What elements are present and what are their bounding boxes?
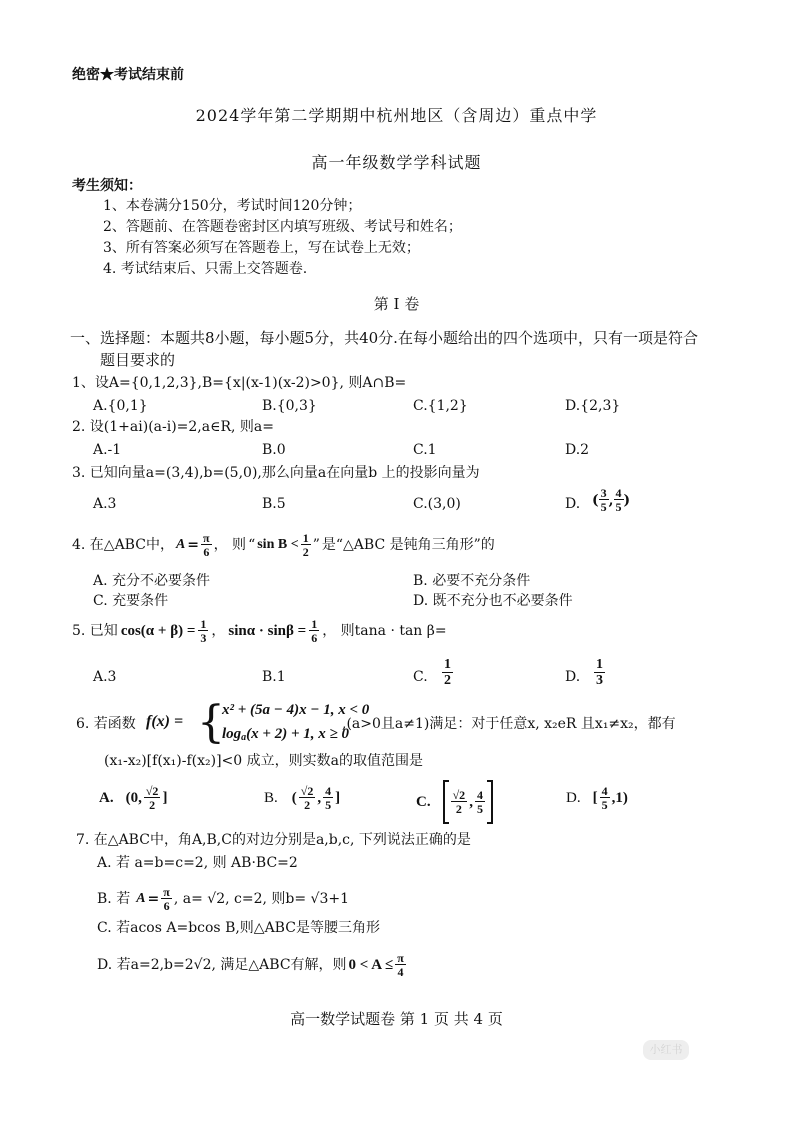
q5-tail: ， 则tana · tan β= [322, 623, 447, 639]
exam-subtitle: 高一年级数学学科试题 [311, 153, 482, 172]
q4-option-b: B. 必要不充分条件 [413, 573, 531, 589]
question-1-stem: 1、设A={0,1,2,3},B={x|(x-1)(x-2)>0}, 则A∩B= [72, 375, 407, 391]
option-label: C. [416, 793, 431, 810]
numerator: 4 [601, 784, 608, 798]
numerator: 4 [325, 784, 332, 798]
q6-condition: ,(a>0且a≠1)满足：对于任意x, x₂eR 且x₁≠x₂，都有 [342, 716, 676, 732]
q3-option-c: C.(3,0) [413, 496, 461, 512]
math-expr: ,1) [611, 789, 628, 806]
bracket: ] [335, 789, 341, 806]
numerator: 1 [311, 617, 318, 631]
denominator: 5 [615, 500, 622, 514]
quote: “ [248, 537, 256, 553]
q4-option-c: C. 充要条件 [93, 593, 169, 609]
denominator: 5 [476, 802, 483, 816]
option-label: D. [566, 789, 581, 806]
comma: , [469, 793, 473, 810]
math-expr: cos(α + β) = [120, 622, 196, 639]
numerator: 1 [596, 657, 603, 672]
numerator: √2 [452, 788, 466, 802]
question-6-prefix: 6. 若函数 [76, 716, 136, 732]
q2-option-d: D.2 [565, 442, 590, 458]
quote: ” [312, 537, 320, 553]
paren: ( [592, 492, 599, 509]
section-heading: 一、选择题：本题共8小题，每小题5分，共40分.在每小题给出的四个选项中，只有一项是符合 [70, 329, 698, 347]
denominator: 6 [311, 631, 318, 645]
q6-option-c [416, 780, 493, 824]
q6-function-name: f(x) = [146, 713, 184, 730]
watermark-logo [643, 1040, 689, 1060]
q2-option-c: C.1 [413, 442, 437, 458]
right-bracket [487, 780, 493, 824]
q4-text: ， 则 [213, 537, 247, 553]
numerator: 1 [200, 617, 207, 631]
numerator: π [203, 531, 210, 545]
q7-option-b [97, 886, 349, 912]
question-2-stem: 2. 设(1+ai)(a-i)=2,a∈R, 则a= [72, 419, 274, 435]
denominator: 4 [397, 965, 404, 979]
notice-item: 1、本卷满分150分，考试时间120分钟； [103, 198, 362, 214]
math-eq: = [187, 537, 200, 553]
q6-option-d [566, 785, 628, 811]
log-base: a [241, 732, 247, 743]
math-expr: sinα · sinβ = [228, 622, 307, 639]
denominator: 2 [455, 802, 462, 816]
numerator: 4 [476, 788, 483, 802]
denominator: 2 [304, 798, 311, 812]
denominator: 3 [596, 673, 603, 688]
q5-option-d-label: D. [565, 669, 581, 685]
math-expr: sin B < [257, 537, 299, 552]
q4-prefix: 4. 在△ABC中， [72, 537, 174, 553]
separator: ， [211, 623, 226, 639]
notice-heading: 考生须知： [72, 178, 142, 194]
notice-item: 2、答题前、在答题卷密封区内填写班级、考试号和姓名； [103, 219, 462, 235]
q4-option-a: A. 充分不必要条件 [93, 573, 211, 589]
q4-option-d: D. 既不充分也不必要条件 [413, 593, 573, 609]
question-7-stem: 7. 在△ABC中，角A,B,C的对边分别是a,b,c, 下列说法正确的是 [76, 832, 471, 848]
option-label: A. [99, 789, 114, 806]
q5-option-b: B.1 [262, 669, 286, 685]
denominator: 5 [600, 500, 607, 514]
page-footer: 高一数学试题卷 第 1 页 共 4 页 [290, 1010, 503, 1028]
math-eq: = [147, 891, 160, 907]
q1-option-c: C.{1,2} [413, 398, 468, 414]
math-var: A [175, 537, 186, 552]
q7-option-c: C. 若acos A=bcos B,则△ABC是等腰三角形 [97, 920, 380, 936]
exam-title: 2024学年第二学期期中杭州地区（含周边）重点中学 [195, 106, 598, 125]
option-tail: , a= √2, c=2, 则b= √3+1 [173, 891, 350, 907]
math-var: A [136, 891, 146, 906]
numerator: √2 [145, 784, 159, 798]
numerator: 4 [615, 486, 622, 500]
watermark-text: 小红书 [649, 1043, 683, 1056]
numerator: π [397, 951, 404, 965]
q3-option-d-label: D. [565, 496, 581, 512]
left-bracket [443, 780, 449, 824]
q3-option-d-math [592, 487, 630, 513]
question-4-stem [72, 532, 495, 558]
q7-option-d [97, 952, 406, 978]
denominator: 3 [200, 631, 207, 645]
denominator: 5 [601, 798, 608, 812]
denominator: 6 [163, 899, 170, 913]
denominator: 2 [302, 545, 309, 559]
math-expr: (0, [125, 789, 142, 806]
q1-option-d: D.{2,3} [565, 398, 621, 414]
q5-option-a: A.3 [93, 669, 117, 685]
comma: , [317, 789, 322, 806]
q6-option-b [264, 785, 340, 811]
section-heading-cont: 题目要求的 [100, 351, 176, 369]
denominator: 5 [325, 798, 332, 812]
question-3-stem: 3. 已知向量a=(3,4),b=(5,0),那么向量a在向量b 上的投影向量为 [72, 465, 480, 481]
q2-option-a: A.-1 [93, 442, 122, 458]
q6-case-1: x² + (5a − 4)x − 1, x < 0 [222, 702, 370, 718]
confidential-mark: 绝密★考试结束前 [72, 67, 184, 83]
denominator: 6 [203, 545, 210, 559]
denominator: 2 [149, 798, 156, 812]
log-arg: (x + 2) + 1, x ≥ 0 [246, 726, 349, 742]
paren: ( [291, 789, 297, 806]
bracket: ] [162, 789, 168, 806]
numerator: 3 [600, 486, 607, 500]
q5-option-d-math [594, 658, 605, 688]
q4-text: 是“△ABC 是钝角三角形”的 [321, 537, 495, 553]
numerator: √2 [300, 784, 314, 798]
q5-prefix: 5. 已知 [72, 623, 118, 639]
q3-option-a: A.3 [93, 496, 117, 512]
paren: ) [623, 492, 631, 509]
q1-option-b: B.{0,3} [262, 398, 317, 414]
bracket: [ [592, 789, 598, 806]
comma: , [608, 492, 614, 509]
q6-case-2 [222, 727, 349, 743]
volume-title: 第 I 卷 [373, 295, 420, 313]
q5-option-c-label: C. [413, 669, 428, 685]
option-prefix: D. 若a=2,b=2√2, 满足△ABC有解，则 [97, 957, 347, 973]
q5-option-c-math [442, 658, 453, 688]
numerator: 1 [302, 531, 309, 545]
math-expr: 0 < A ≤ [348, 956, 394, 973]
option-label: B. [264, 789, 278, 806]
q7-option-a: A. 若 a=b=c=2, 则 AB·BC=2 [97, 855, 298, 871]
q2-option-b: B.0 [262, 442, 286, 458]
piecewise-brace: { [197, 697, 225, 748]
notice-item: 3、所有答案必须写在答题卷上，写在试卷上无效； [103, 240, 420, 256]
q3-option-b: B.5 [262, 496, 286, 512]
option-prefix: B. 若 [97, 891, 131, 907]
notice-item: 4. 考试结束后、只需上交答题卷. [103, 261, 308, 277]
numerator: 1 [444, 657, 451, 672]
numerator: π [163, 885, 170, 899]
q6-option-a [99, 785, 167, 811]
log-text: log [222, 726, 242, 742]
q1-option-a: A.{0,1} [93, 398, 148, 414]
question-5-stem [72, 618, 447, 644]
denominator: 2 [444, 673, 451, 688]
q6-condition-line2: (x₁-x₂)[f(x₁)-f(x₂)]<0 成立，则实数a的取值范围是 [104, 753, 423, 769]
